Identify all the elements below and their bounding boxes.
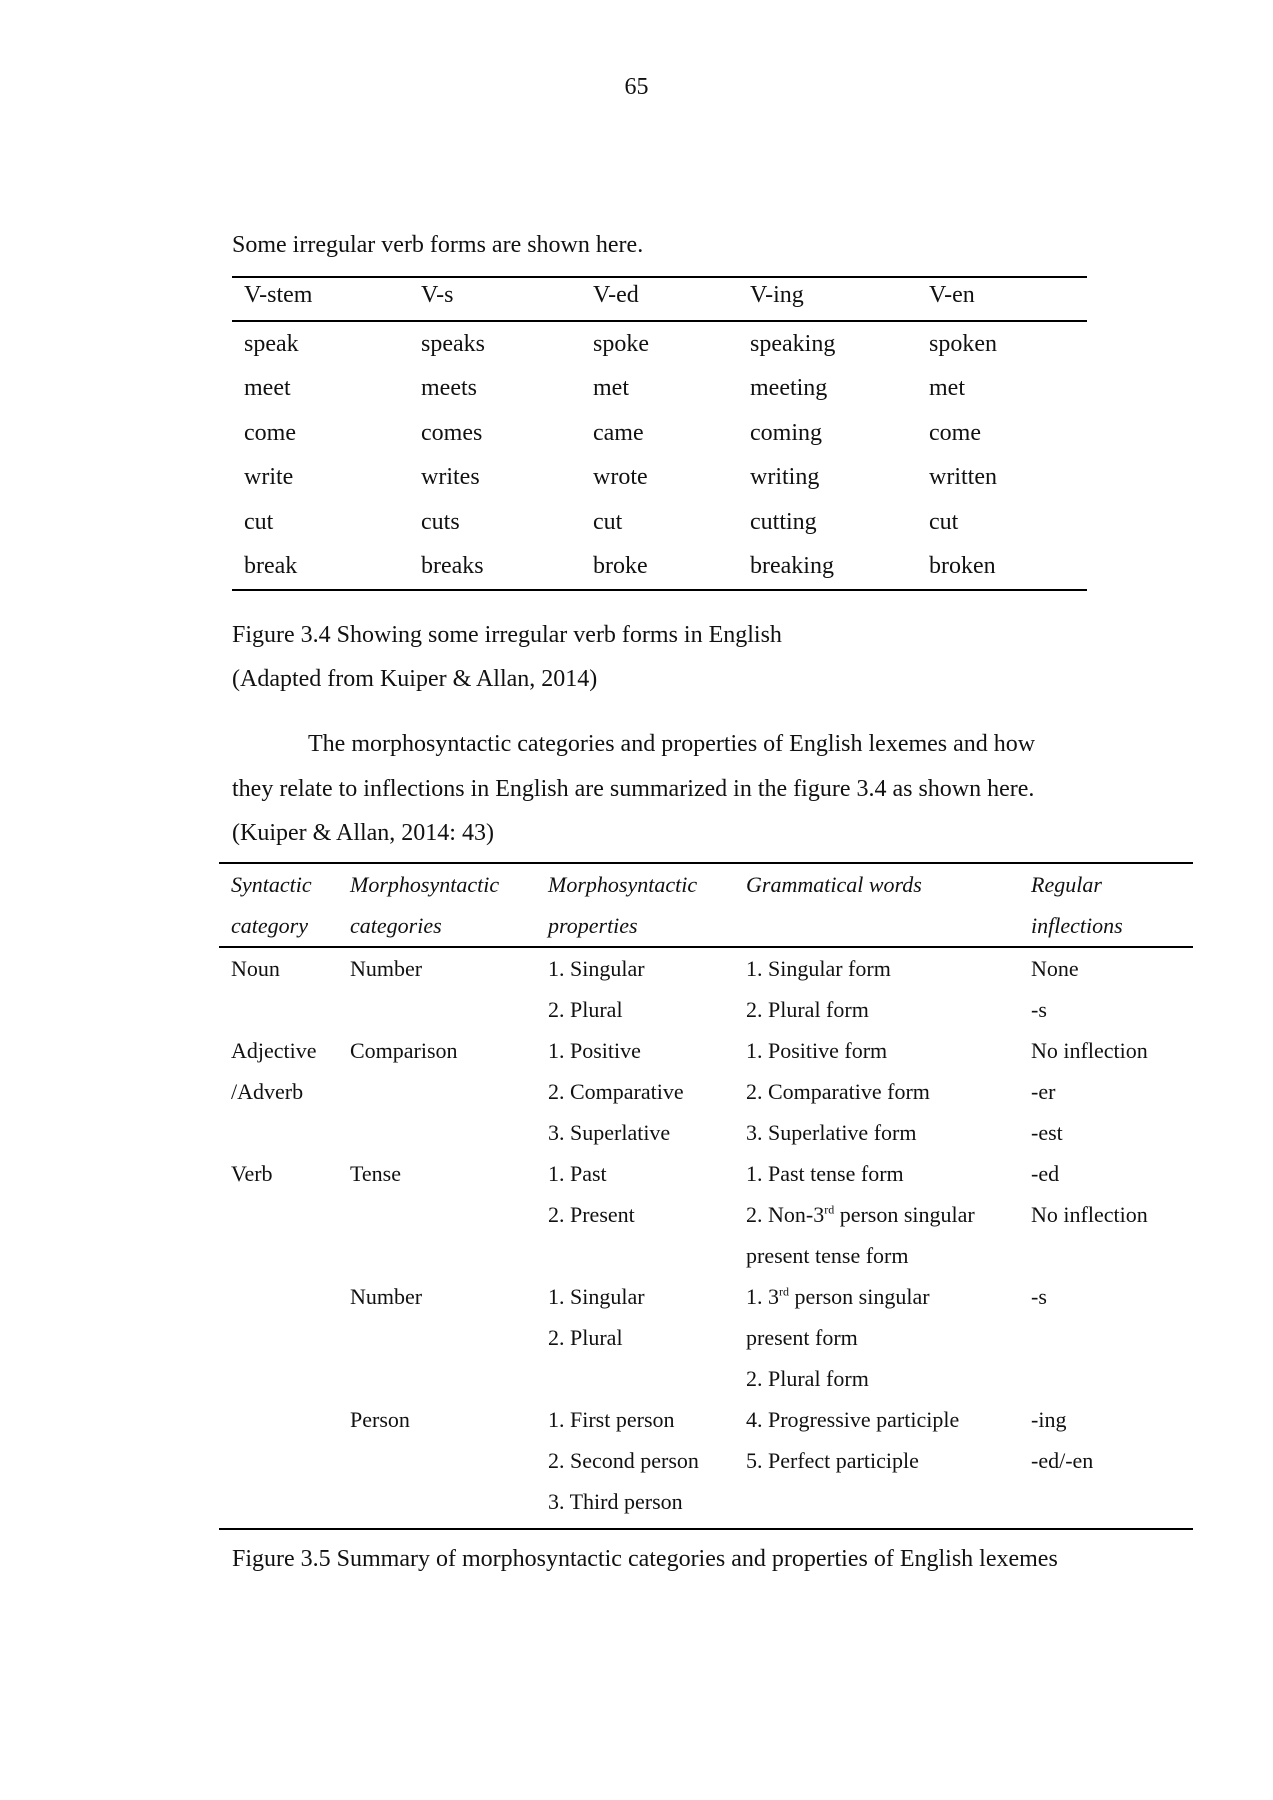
table-row [232,456,1087,501]
table-cell: writes [421,464,480,491]
irregular-verb-table [232,276,1087,591]
table-row [232,367,1087,412]
grammatical-words: 1. Singular form 2. Plural form [746,956,891,1022]
syntactic-category [219,1399,338,1529]
table-cell: come [244,419,296,446]
column-header: V-en [917,277,1087,321]
column-header: V-ing [738,277,917,321]
table-header-row [219,863,1193,947]
table-row [219,947,1193,1030]
table-row [232,321,1087,367]
table-row [232,411,1087,456]
table-cell: writing [750,464,820,491]
column-header: Regular inflections [1019,863,1193,947]
table-cell: wrote [593,464,648,491]
column-header: V-ed [581,277,738,321]
figure-3-5-caption: Figure 3.5 Summary of morphosyntactic categories and properties of English lexemes [232,1546,1058,1572]
table-cell: write [244,464,294,491]
table-row [219,1399,1193,1529]
morphosyntactic-category: Tense [350,1161,401,1186]
table-cell: cutting [750,508,817,535]
table-cell: cuts [421,508,460,535]
figure-source: (Adapted from Kuiper & Allan, 2014) [232,666,598,692]
grammatical-words: 4. Progressive participle 5. Perfect participle [734,1399,1019,1529]
page-number: 65 [624,74,649,100]
table-cell: spoken [929,330,997,357]
morphosyntactic-properties: 1. Positive 2. Comparative 3. Superlative [548,1038,684,1145]
table-cell: written [929,464,997,491]
morphosyntactic-properties: 1. Singular 2. Plural [548,1284,645,1350]
column-header: Morphosyntactic categories [338,863,536,947]
regular-inflections: None -s [1031,956,1079,1022]
figure-3-4-caption-block [232,613,782,701]
table-cell: speaks [421,330,485,357]
regular-inflections: No inflection -er -est [1031,1038,1148,1145]
table-cell: cut [929,508,959,535]
table-cell: cut [593,508,623,535]
grammatical-words: 1. Past tense form 2. Non-3rd person singular present tense form [746,1161,975,1268]
morphosyntactic-properties: 1. Singular 2. Plural [548,956,645,1022]
table-cell: meet [244,375,291,402]
table-cell: broke [581,545,738,591]
morphosyntactic-category: Person [338,1399,536,1529]
table-cell: speak [244,330,299,357]
figure-caption: Figure 3.4 Showing some irregular verb forms in English [232,622,782,648]
table-cell: came [593,419,644,446]
column-header: V-stem [232,277,409,321]
morphosyntactic-table [219,862,1193,1530]
table-cell: coming [750,419,822,446]
morphosyntactic-category: Number [350,956,423,981]
grammatical-words: 1. 3rd person singular present form 2. Plural form [746,1284,930,1391]
table-cell: breaking [738,545,917,591]
table-header-row [232,277,1087,321]
column-header: Grammatical words [734,863,1019,947]
syntactic-category [219,1276,338,1399]
table-cell: spoke [593,330,649,357]
grammatical-words: 1. Positive form 2. Comparative form 3. Superlative form [746,1038,930,1145]
regular-inflections: -ed No inflection [1031,1161,1148,1227]
table-cell: break [232,545,409,591]
table-cell: meets [421,375,477,402]
column-header: Morphosyntactic properties [536,863,734,947]
table-row [232,500,1087,545]
syntactic-category: Verb [231,1161,273,1186]
table-cell: meeting [750,375,828,402]
morphosyntactic-category: Number [350,1284,423,1309]
table-cell: speaking [750,330,836,357]
table-row [219,1153,1193,1276]
table-row [219,1030,1193,1153]
column-header: Syntactic category [219,863,338,947]
syntactic-category: Noun [231,956,280,981]
column-header: V-s [409,277,581,321]
morphosyntactic-category: Comparison [350,1038,458,1063]
syntactic-category: Adjective /Adverb [231,1038,317,1104]
table-cell: come [929,419,981,446]
table-cell: broken [917,545,1087,591]
table-cell: met [929,375,965,402]
table-row [219,1276,1193,1399]
paragraph-line: they relate to inflections in English are summarized in the figure 3.4 as shown here. [232,775,1035,802]
morphosyntactic-properties: 1. Past 2. Present [548,1161,635,1227]
table-row [232,545,1087,591]
intro-text: Some irregular verb forms are shown here. [232,232,644,258]
paragraph-citation: (Kuiper & Allan, 2014: 43) [232,820,494,846]
table-cell: cut [244,508,274,535]
paragraph-line: The morphosyntactic categories and properties of English lexemes and how [308,731,1036,757]
table-cell: breaks [409,545,581,591]
regular-inflections: -ing -ed/-en [1019,1399,1193,1529]
morphosyntactic-properties: 1. First person 2. Second person 3. Third person [536,1399,734,1529]
table-cell: comes [421,419,483,446]
table-cell: met [593,375,629,402]
regular-inflections: -s [1031,1284,1047,1309]
body-paragraph [232,722,1102,856]
